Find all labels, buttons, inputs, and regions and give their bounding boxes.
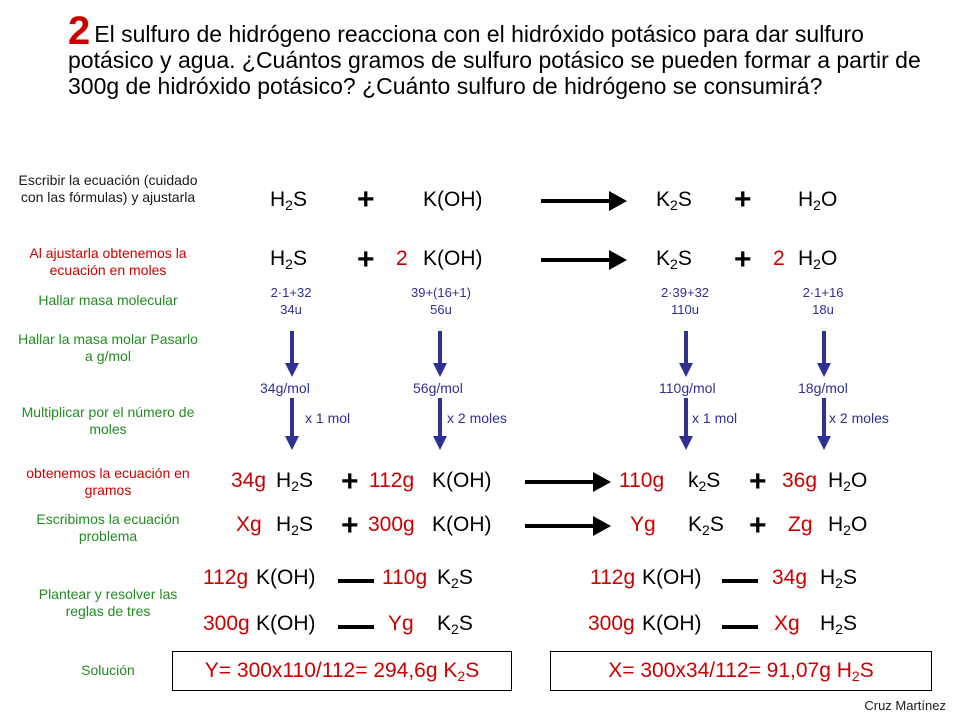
solution-y: Y= 300x110/112= 294,6g $K_2S$: [204, 659, 480, 684]
down-arrow: [684, 398, 688, 438]
formula-koh: K(OH): [423, 188, 483, 211]
solution-x: X= 300x34/112= 91,07g $H_2S$: [608, 659, 874, 684]
grams-koh: 112g: [369, 469, 415, 492]
author-credit: Cruz Martínez: [864, 698, 946, 713]
formula-koh: K(OH): [423, 247, 483, 270]
formula-h2o: $H_2O$: [798, 247, 838, 272]
formula-k2s: $K_2S$: [437, 566, 473, 591]
formula-koh: K(OH): [432, 469, 492, 492]
molecular-mass-h2s: 2·1+32 34u: [270, 285, 312, 317]
down-arrow: [290, 331, 294, 365]
problem-h2s: Xg: [236, 513, 262, 536]
molecular-mass-k2s: 2·39+32 110u: [660, 285, 710, 317]
plus-sign: +: [357, 243, 375, 276]
down-arrow: [822, 398, 826, 438]
molecular-mass-koh: 39+(16+1) 56u: [411, 285, 471, 317]
reaction-arrow: [525, 524, 595, 528]
step-solution: Solución: [81, 662, 135, 678]
plus-sign: +: [734, 243, 752, 276]
molecular-mass-h2o: 2·1+16 18u: [802, 285, 844, 317]
rule-right-r1b: 34g: [772, 566, 808, 589]
moles-h2o: x 2 moles: [829, 410, 889, 426]
rule-left-r2a: 300g: [203, 612, 250, 635]
formula-koh: K(OH): [256, 566, 316, 589]
plus-sign: +: [341, 509, 359, 542]
rule-dash: [338, 625, 374, 629]
plus-sign: +: [734, 183, 752, 216]
reaction-arrow: [525, 480, 595, 484]
rule-dash: [722, 625, 758, 629]
molar-mass-k2s: 110g/mol: [659, 380, 716, 396]
problem-text: El sulfuro de hidrógeno reacciona con el hidróxido potásico para dar sulfuro potásico y agua. ¿Cuántos gramos de sulfuro potásico se pueden formar a partir de 300g de hidróxido potásico? ¿Cuánto sulfuro de hidrógeno se consumirá?: [68, 21, 921, 99]
plus-sign: +: [341, 465, 359, 498]
down-arrow: [438, 398, 442, 438]
formula-h2o: $H_2O$: [828, 469, 868, 494]
step-molar-mass: Hallar la masa molar Pasarlo a g/mol: [18, 331, 198, 364]
rule-right-r2b: Xg: [774, 612, 800, 635]
molar-mass-koh: 56g/mol: [413, 380, 463, 396]
grams-h2o: 36g: [782, 469, 818, 492]
step-problem-equation: Escribimos la ecuación problema: [36, 511, 180, 544]
molar-mass-h2s: 34g/mol: [260, 380, 310, 396]
problem-h2o: Zg: [788, 513, 813, 536]
down-arrow: [438, 331, 442, 365]
down-arrow: [290, 398, 294, 438]
moles-k2s: x 1 mol: [692, 410, 738, 426]
formula-h2s: $H_2S$: [270, 247, 307, 272]
formula-k2s: $K_2S$: [656, 247, 692, 272]
formula-k2s: $k_2S$: [688, 469, 721, 494]
formula-h2o: $H_2O$: [828, 513, 868, 538]
step-molecular-mass: Hallar masa molecular: [38, 292, 178, 308]
solution-y-box: [172, 651, 512, 691]
problem-statement: [68, 9, 948, 99]
formula-h2o: $H_2O$: [798, 188, 838, 213]
formula-h2s: $H_2S$: [820, 566, 857, 591]
step-rule-of-three: Plantear y resolver las reglas de tres: [38, 586, 178, 619]
reaction-arrow: [541, 258, 611, 262]
formula-koh: K(OH): [432, 513, 492, 536]
problem-number: 2: [68, 9, 91, 53]
formula-h2s: $H_2S$: [270, 188, 307, 213]
moles-h2s: x 1 mol: [305, 410, 351, 426]
step-multiply-moles: Multiplicar por el número de moles: [21, 404, 195, 437]
step-grams-equation: obtenemos la ecuación en gramos: [26, 465, 190, 498]
coefficient-koh: 2: [396, 247, 408, 270]
moles-koh: x 2 moles: [447, 410, 507, 426]
formula-k2s: $K_2S$: [437, 612, 473, 637]
rule-dash: [338, 579, 374, 583]
grams-h2s: 34g: [231, 469, 267, 492]
down-arrow: [822, 331, 826, 365]
molar-mass-h2o: 18g/mol: [798, 380, 848, 396]
rule-right-r1a: 112g: [590, 566, 636, 589]
formula-h2s: $H_2S$: [276, 513, 313, 538]
rule-dash: [722, 579, 758, 583]
formula-koh: K(OH): [256, 612, 316, 635]
down-arrow: [684, 331, 688, 365]
rule-right-r2a: 300g: [588, 612, 635, 635]
solution-x-box: [550, 651, 932, 691]
step-write-equation: Escribir la ecuación (cuidado con las fórmulas) y ajustarla: [18, 172, 198, 205]
reaction-arrow: [541, 199, 611, 203]
formula-h2s: $H_2S$: [820, 612, 857, 637]
formula-koh: K(OH): [642, 612, 702, 635]
formula-k2s: $K_2S$: [688, 513, 724, 538]
rule-left-r2b: Yg: [388, 612, 414, 635]
plus-sign: +: [749, 465, 767, 498]
plus-sign: +: [749, 509, 767, 542]
plus-sign: +: [357, 183, 375, 216]
rule-left-r1b: 110g: [382, 566, 428, 589]
rule-left-r1a: 112g: [203, 566, 249, 589]
formula-k2s: $K_2S$: [656, 188, 692, 213]
formula-h2s: $H_2S$: [276, 469, 313, 494]
formula-koh: K(OH): [642, 566, 702, 589]
coefficient-h2o: 2: [773, 247, 785, 270]
grams-k2s: 110g: [619, 469, 665, 492]
step-moles: Al ajustarla obtenemos la ecuación en moles: [29, 245, 187, 278]
problem-koh: 300g: [368, 513, 415, 536]
problem-k2s: Yg: [630, 513, 656, 536]
